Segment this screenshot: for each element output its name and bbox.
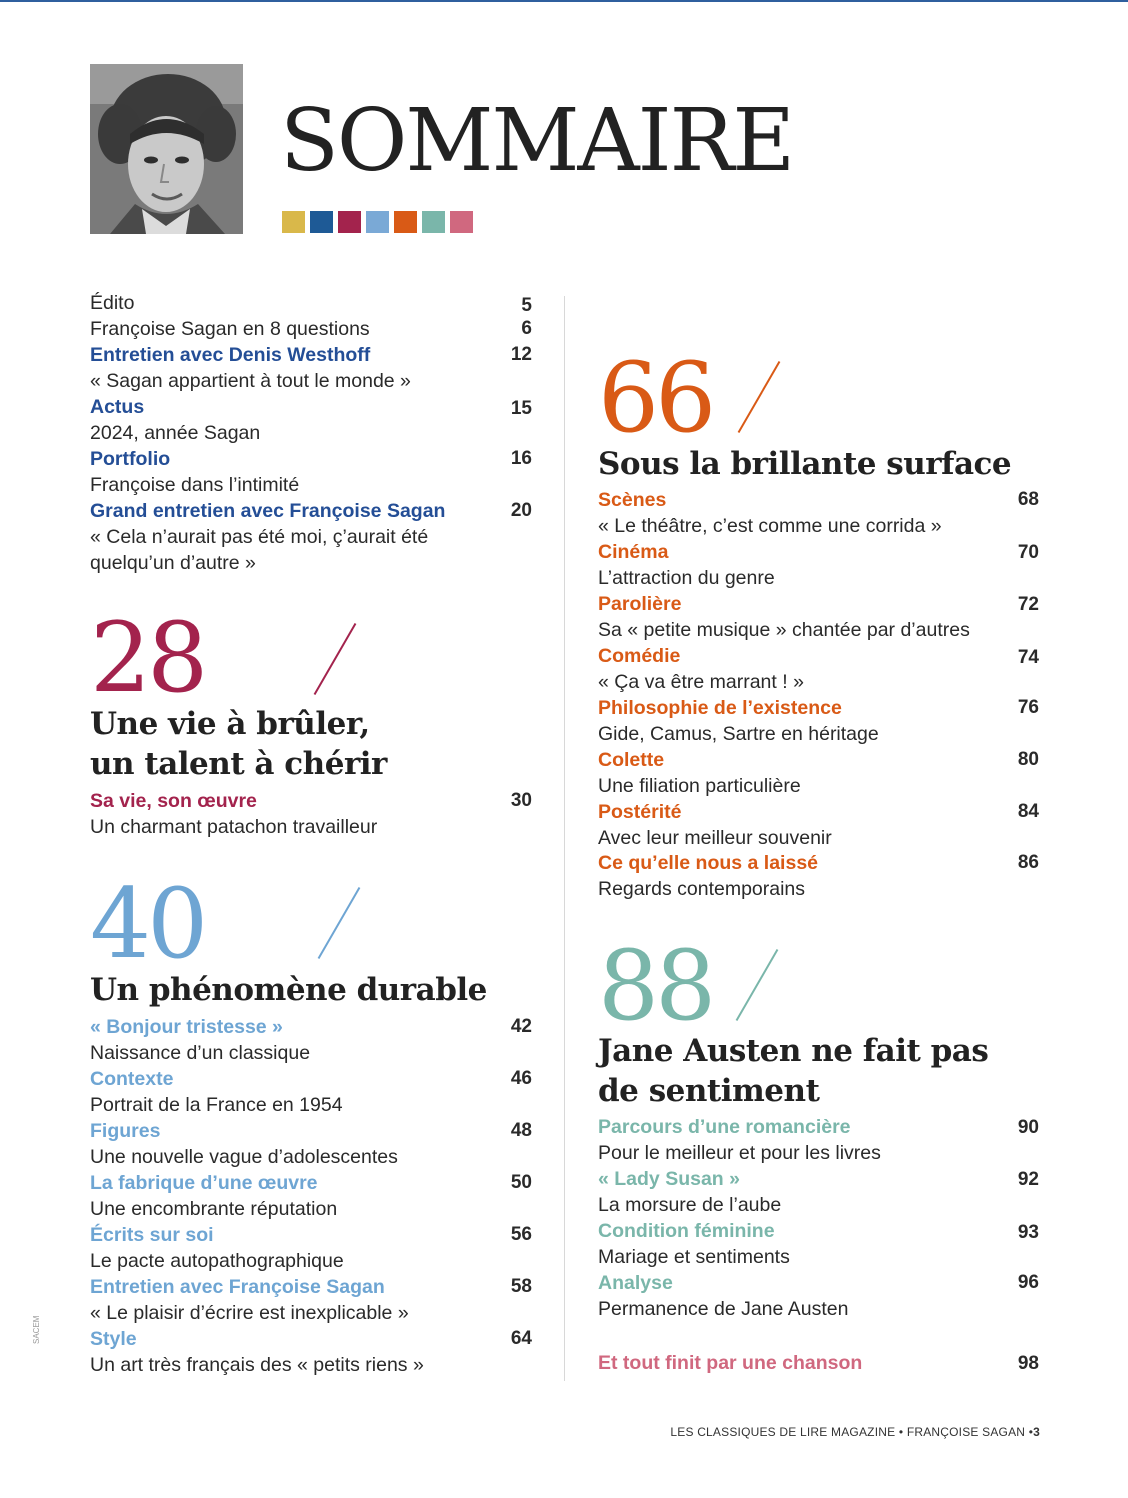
section-slash [738,361,781,433]
entry-subtitle: Un art très français des « petits riens » [90,1354,424,1376]
section-title-line: un talent à chérir [90,746,387,782]
footer-magazine: LES CLASSIQUES DE LIRE MAGAZINE [670,1425,896,1439]
entry-title: Figures [90,1120,161,1142]
left-column [90,0,532,1400]
toc-entry-final[interactable] [598,1350,1039,1376]
toc-entry[interactable] [90,1274,532,1326]
entry-page: 76 [1017,697,1039,718]
toc-entry[interactable] [598,1166,1039,1218]
section-title-line: Jane Austen ne fait pas [598,1033,989,1069]
section-title [598,1031,988,1111]
page-footer [670,1425,1040,1439]
entry-subtitle: Regards contemporains [598,878,806,900]
entry-page: 16 [510,448,532,469]
toc-entry[interactable] [90,788,532,840]
section-title [90,704,387,784]
entry-title: « Bonjour tristesse » [90,1016,283,1038]
entry-page: 64 [510,1328,532,1349]
toc-entry[interactable] [598,1270,1039,1322]
section-slash [314,623,357,695]
toc-entry[interactable] [598,799,1039,851]
entry-title: Colette [598,749,665,771]
entry-page: 92 [1017,1169,1039,1190]
toc-entry[interactable] [598,695,1039,747]
entry-title: Entretien avec Denis Westhoff [90,344,371,366]
section-slash [736,949,779,1021]
entry-title: Ce qu’elle nous a laissé [598,852,819,874]
section-title: Sous la brillante surface [598,446,1012,482]
entry-subtitle: Pour le meilleur et pour les livres [598,1142,881,1164]
entry-title: Grand entretien avec Françoise Sagan [90,500,446,522]
entry-title: Édito [90,292,135,314]
entry-title: « Lady Susan » [598,1168,740,1190]
entry-page: 98 [1017,1353,1039,1374]
entry-subtitle: Avec leur meilleur souvenir [598,827,832,849]
footer-page-number: 3 [1033,1425,1040,1439]
entry-title: Et tout finit par une chanson [598,1352,863,1374]
entry-title: Écrits sur soi [90,1224,214,1246]
column-divider [564,296,565,1381]
entry-subtitle: Portrait de la France en 1954 [90,1094,343,1116]
toc-entry[interactable] [598,539,1039,591]
entry-subtitle: Naissance d’un classique [90,1042,311,1064]
sidenote-credit: SACEM [32,1315,41,1344]
entry-title: Comédie [598,645,681,667]
entry-subtitle: « Sagan appartient à tout le monde » [90,370,411,392]
toc-entry[interactable] [90,1170,532,1222]
page-title: SOMMAIRE [280,91,794,191]
toc-entry[interactable] [598,747,1039,799]
toc-entry[interactable] [598,1114,1039,1166]
toc-entry[interactable] [90,1326,532,1378]
entry-title: La fabrique d’une œuvre [90,1172,318,1194]
section-number: 40 [90,868,205,980]
section-number: 88 [598,930,713,1042]
toc-entry[interactable] [598,487,1039,539]
entry-title: Parcours d’une romancière [598,1116,851,1138]
entry-subtitle: Françoise dans l’intimité [90,474,300,496]
toc-entry[interactable] [90,498,532,576]
entry-title: Scènes [598,489,667,511]
section-number: 66 [598,342,713,454]
entry-page: 70 [1017,542,1039,563]
entry-subtitle: « Le théâtre, c’est comme une corrida » [598,515,942,537]
toc-entry[interactable] [598,643,1039,695]
entry-title: Postérité [598,801,682,823]
entry-page: 74 [1017,647,1039,668]
entry-subtitle: « Cela n’aurait pas été moi, ç’aurait été quelqu’un d’autre » [90,526,429,574]
entry-title: Contexte [90,1068,174,1090]
toc-entry[interactable] [90,394,532,446]
entry-page: 86 [1017,852,1039,873]
entry-title: Portfolio [90,448,171,470]
entry-page: 84 [1017,801,1039,822]
toc-entry[interactable] [90,316,532,342]
entry-page: 5 [521,295,532,316]
entry-title: Cinéma [598,541,669,563]
entry-page: 56 [510,1224,532,1245]
entry-subtitle: Gide, Camus, Sartre en héritage [598,723,879,745]
toc-entry[interactable] [90,290,532,316]
entry-page: 42 [510,1016,532,1037]
entry-page: 72 [1017,594,1039,615]
entry-title: Actus [90,396,145,418]
entry-page: 15 [510,398,532,419]
entry-title: Style [90,1328,137,1350]
entry-subtitle: Une encombrante réputation [90,1198,338,1220]
entry-subtitle: « Ça va être marrant ! » [598,671,804,693]
section-title: Un phénomène durable [90,972,487,1008]
entry-title: Sa vie, son œuvre [90,790,257,812]
toc-entry[interactable] [598,1218,1039,1270]
toc-entry[interactable] [90,1222,532,1274]
entry-page: 93 [1017,1222,1039,1243]
toc-entry[interactable] [90,1014,532,1066]
entry-title: Françoise Sagan en 8 questions [90,318,370,340]
entry-title: Analyse [598,1272,673,1294]
entry-page: 68 [1017,489,1039,510]
entry-subtitle: Sa « petite musique » chantée par d’autres [598,619,970,641]
toc-entry[interactable] [598,850,1039,902]
right-column [598,0,1039,1400]
entry-page: 50 [510,1172,532,1193]
entry-subtitle: Mariage et sentiments [598,1246,790,1268]
entry-page: 80 [1017,749,1039,770]
entry-page: 48 [510,1120,532,1141]
entry-title: Philosophie de l’existence [598,697,842,719]
entry-subtitle: « Le plaisir d’écrire est inexplicable » [90,1302,409,1324]
entry-subtitle: Le pacte autopathographique [90,1250,344,1272]
entry-page: 20 [510,500,532,521]
entry-page: 96 [1017,1272,1039,1293]
entry-subtitle: Permanence de Jane Austen [598,1298,849,1320]
toc-entry[interactable] [90,342,532,394]
toc-entry[interactable] [90,1066,532,1118]
entry-page: 90 [1017,1117,1039,1138]
entry-subtitle: Un charmant patachon travailleur [90,816,378,838]
entry-page: 12 [510,344,532,365]
toc-entry[interactable] [598,591,1039,643]
toc-entry[interactable] [90,446,532,498]
section-title-line: de sentiment [598,1073,820,1109]
entry-subtitle: Une nouvelle vague d’adolescentes [90,1146,398,1168]
entry-subtitle: L’attraction du genre [598,567,775,589]
entry-subtitle: Une filiation particulière [598,775,801,797]
entry-subtitle: La morsure de l’aube [598,1194,782,1216]
entry-page: 58 [510,1276,532,1297]
section-number: 28 [90,602,205,714]
entry-title: Condition féminine [598,1220,775,1242]
entry-page: 30 [510,790,532,811]
toc-entry[interactable] [90,1118,532,1170]
section-title-line: Une vie à brûler, [90,706,370,742]
entry-subtitle: 2024, année Sagan [90,422,261,444]
section-slash [318,887,361,959]
entry-title: Entretien avec Françoise Sagan [90,1276,385,1298]
footer-author: FRANÇOISE SAGAN [906,1425,1026,1439]
entry-title: Parolière [598,593,682,615]
footer-bullet: • [898,1425,904,1439]
footer-bullet: • [1028,1425,1034,1439]
entry-page: 6 [521,318,532,339]
entry-page: 46 [510,1068,532,1089]
